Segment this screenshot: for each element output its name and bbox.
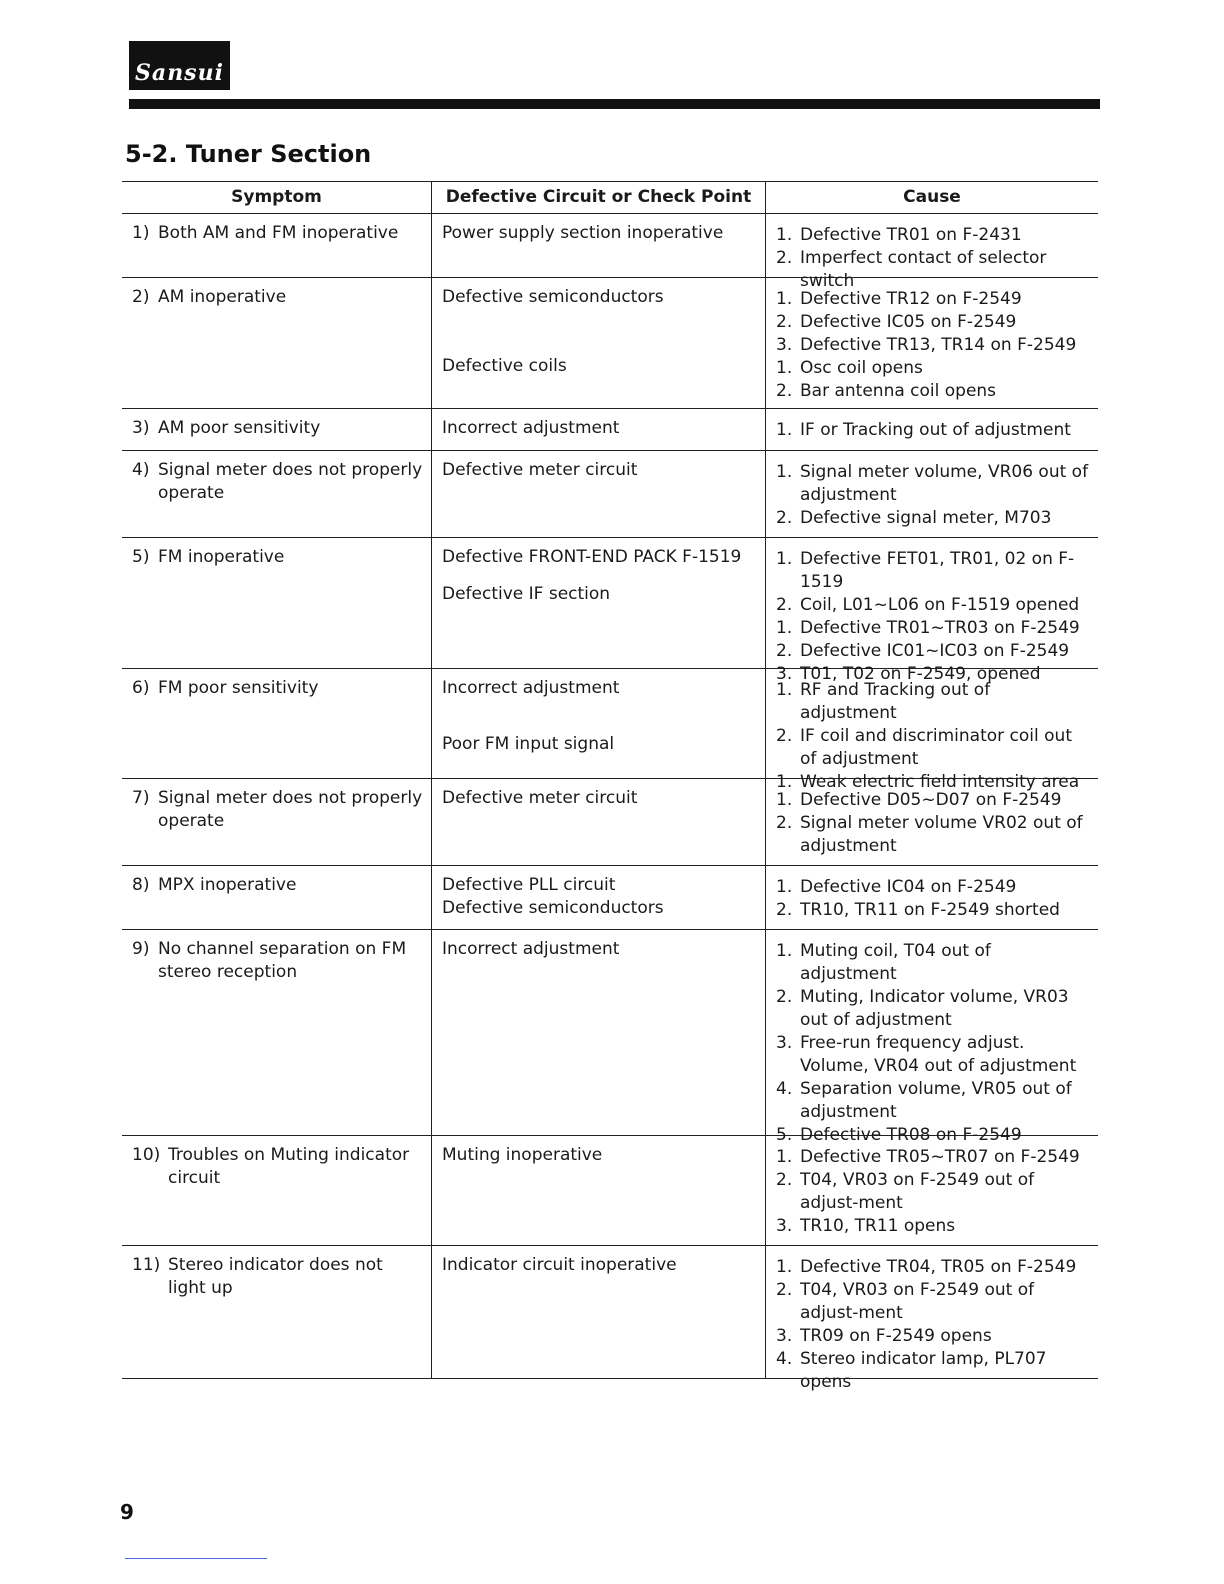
symptom-number: 3) (132, 418, 150, 438)
footer-link-line (125, 1558, 267, 1559)
cause-number: 2. (776, 813, 793, 833)
cause-item (776, 1348, 1090, 1394)
cause-text: IF or Tracking out of adjustment (800, 420, 1071, 440)
cause-text: TR10, TR11 on F-2549 shorted (800, 900, 1060, 920)
circuit-text: Defective semiconductors (442, 898, 664, 918)
cause-text: TR10, TR11 opens (800, 1216, 956, 1236)
cause-item (776, 640, 1090, 663)
table-row (122, 866, 1098, 930)
cause-item (776, 812, 1090, 858)
cause-text: IF coil and discriminator coil out of adjustment (800, 726, 1072, 769)
circuit-text: Incorrect adjustment (442, 939, 620, 959)
cause-text: Defective TR13, TR14 on F-2549 (800, 335, 1077, 355)
cause-item (776, 334, 1090, 357)
cause-cell (765, 451, 1098, 537)
symptom-text: MPX inoperative (158, 875, 297, 895)
symptom-text: Signal meter does not properly operate (158, 460, 423, 503)
cause-item (776, 357, 1090, 380)
cause-text: Osc coil opens (800, 358, 923, 378)
cause-number: 1. (776, 618, 793, 638)
circuit-cell (431, 1246, 765, 1378)
symptom (132, 1254, 423, 1300)
cause-item (776, 1215, 1090, 1238)
circuit-text: Defective IF section (442, 584, 611, 604)
cause-item (776, 986, 1090, 1032)
symptom (132, 222, 423, 245)
symptom-cell (122, 214, 431, 277)
cause-text: Stereo indicator lamp, PL707 opens (800, 1349, 1047, 1392)
cause-item (776, 594, 1090, 617)
symptom-text: FM poor sensitivity (158, 678, 319, 698)
cause-item (776, 548, 1090, 594)
table-row (122, 538, 1098, 684)
cause-item (776, 1146, 1090, 1169)
circuit-text: Incorrect adjustment (442, 678, 620, 698)
cause-text: Defective signal meter, M703 (800, 508, 1052, 528)
circuit-cell (431, 214, 765, 277)
cause-item (776, 1032, 1090, 1078)
table-row (122, 1136, 1098, 1246)
cause-item (776, 617, 1090, 640)
cause-number: 2. (776, 726, 793, 746)
header-rule (129, 99, 1100, 109)
table-row (122, 669, 1098, 792)
cause-text: Coil, L01~L06 on F-1519 opened (800, 595, 1080, 615)
symptom-number: 9) (132, 939, 150, 959)
header-symptom: Symptom (231, 187, 322, 207)
cause-item (776, 461, 1090, 507)
cause-number: 1. (776, 358, 793, 378)
cause-number: 3. (776, 664, 793, 684)
table-row (122, 214, 1098, 291)
cause-text: Defective TR01~TR03 on F-2549 (800, 618, 1080, 638)
cause-text: T04, VR03 on F-2549 out of adjust-ment (800, 1280, 1035, 1323)
cause-number: 1. (776, 772, 793, 792)
cause-text: Weak electric field intensity area (800, 772, 1080, 792)
circuit-cell (431, 538, 765, 668)
symptom-cell (122, 930, 431, 1135)
cause-cell (765, 930, 1098, 1145)
circuit-text: Power supply section inoperative (442, 223, 724, 243)
cause-item (776, 679, 1090, 725)
circuit-text: Defective meter circuit (442, 460, 638, 480)
symptom-cell (122, 1246, 431, 1378)
cause-cell (765, 1246, 1098, 1392)
cause-item (776, 288, 1090, 311)
section-title: 5-2. Tuner Section (125, 140, 372, 168)
cause-text: Free-run frequency adjust. Volume, VR04 out of adjustment (800, 1033, 1077, 1076)
circuit-cell (431, 409, 765, 450)
cause-text: Imperfect contact of selector switch (800, 248, 1047, 291)
symptom-text: FM inoperative (158, 547, 285, 567)
cause-text: Defective TR01 on F-2431 (800, 225, 1022, 245)
cause-number: 2. (776, 987, 793, 1007)
cause-number: 4. (776, 1079, 793, 1099)
circuit-cell (431, 451, 765, 537)
circuit-text: Incorrect adjustment (442, 418, 620, 438)
symptom-text: AM inoperative (158, 287, 287, 307)
symptom-text: AM poor sensitivity (158, 418, 321, 438)
cause-number: 2. (776, 381, 793, 401)
cause-item (776, 1256, 1090, 1279)
circuit-text: Defective FRONT-END PACK F-1519 (442, 547, 742, 567)
circuit-text: Poor FM input signal (442, 734, 615, 754)
cause-cell (765, 669, 1098, 792)
cause-number: 1. (776, 941, 793, 961)
circuit-cell (431, 866, 765, 929)
symptom-number: 5) (132, 547, 150, 567)
cause-item (776, 1325, 1090, 1348)
header-circuit: Defective Circuit or Check Point (431, 182, 765, 213)
cause-cell (765, 1136, 1098, 1245)
cause-item (776, 507, 1090, 530)
symptom (132, 459, 423, 505)
cause-number: 2. (776, 248, 793, 268)
cause-cell (765, 278, 1098, 408)
cause-number: 2. (776, 1280, 793, 1300)
cause-number: 1. (776, 680, 793, 700)
circuit-text: Indicator circuit inoperative (442, 1255, 677, 1275)
table-row (122, 409, 1098, 451)
cause-item (776, 789, 1090, 812)
symptom-cell (122, 409, 431, 450)
cause-text: Muting coil, T04 out of adjustment (800, 941, 991, 984)
cause-item (776, 899, 1090, 922)
table-row (122, 1246, 1098, 1392)
symptom-cell (122, 278, 431, 408)
cause-text: Separation volume, VR05 out of adjustment (800, 1079, 1072, 1122)
cause-item (776, 311, 1090, 334)
circuit-cell (431, 669, 765, 778)
cause-number: 2. (776, 595, 793, 615)
cause-number: 1. (776, 877, 793, 897)
cause-number: 1. (776, 225, 793, 245)
symptom-number: 10) (132, 1145, 161, 1165)
table-row (122, 930, 1098, 1145)
cause-text: Signal meter volume, VR06 out of adjustment (800, 462, 1089, 505)
cause-number: 4. (776, 1349, 793, 1369)
sansui-logo: Sansui (129, 41, 230, 90)
cause-item (776, 419, 1090, 442)
table-header-row (122, 181, 1098, 214)
symptom-text: No channel separation on FM stereo reception (158, 939, 407, 982)
cause-text: Defective TR08 on F-2549 (800, 1125, 1022, 1145)
circuit-cell (431, 930, 765, 1135)
symptom-number: 7) (132, 788, 150, 808)
troubleshooting-table (122, 181, 1098, 1392)
cause-text: Defective IC05 on F-2549 (800, 312, 1017, 332)
cause-item (776, 380, 1090, 403)
circuit-cell (431, 1136, 765, 1245)
symptom (132, 417, 423, 440)
symptom (132, 787, 423, 833)
cause-number: 3. (776, 1033, 793, 1053)
symptom (132, 874, 423, 897)
cause-number: 1. (776, 790, 793, 810)
table-row (122, 278, 1098, 409)
cause-cell (765, 214, 1098, 291)
cause-item (776, 224, 1090, 247)
cause-text: Defective IC01~IC03 on F-2549 (800, 641, 1070, 661)
symptom-cell (122, 779, 431, 865)
symptom-cell (122, 669, 431, 778)
symptom-number: 11) (132, 1255, 161, 1275)
symptom-number: 1) (132, 223, 150, 243)
cause-text: Defective TR05~TR07 on F-2549 (800, 1147, 1080, 1167)
cause-number: 3. (776, 335, 793, 355)
cause-number: 5. (776, 1125, 793, 1145)
circuit-text: Defective coils (442, 356, 567, 376)
cause-text: Muting, Indicator volume, VR03 out of adjustment (800, 987, 1069, 1030)
cause-cell (765, 866, 1098, 929)
symptom-number: 8) (132, 875, 150, 895)
cause-text: TR09 on F-2549 opens (800, 1326, 992, 1346)
symptom-number: 2) (132, 287, 150, 307)
symptom-number: 4) (132, 460, 150, 480)
symptom-text: Troubles on Muting indicator circuit (168, 1145, 410, 1188)
cause-text: Defective IC04 on F-2549 (800, 877, 1017, 897)
symptom (132, 286, 423, 309)
symptom (132, 938, 423, 984)
table-row (122, 779, 1098, 866)
cause-number: 1. (776, 549, 793, 569)
circuit-text: Muting inoperative (442, 1145, 603, 1165)
circuit-text: Defective semiconductors (442, 287, 664, 307)
cause-item (776, 940, 1090, 986)
circuit-text: Defective meter circuit (442, 788, 638, 808)
cause-number: 1. (776, 1147, 793, 1167)
cause-item (776, 1078, 1090, 1124)
cause-cell (765, 409, 1098, 450)
symptom-cell (122, 866, 431, 929)
cause-number: 1. (776, 420, 793, 440)
symptom-number: 6) (132, 678, 150, 698)
cause-cell (765, 779, 1098, 865)
circuit-cell (431, 779, 765, 865)
symptom-cell (122, 1136, 431, 1245)
cause-number: 2. (776, 312, 793, 332)
cause-number: 2. (776, 641, 793, 661)
cause-number: 1. (776, 462, 793, 482)
cause-number: 2. (776, 900, 793, 920)
cause-text: T01, T02 on F-2549, opened (800, 664, 1041, 684)
cause-text: T04, VR03 on F-2549 out of adjust-ment (800, 1170, 1035, 1213)
symptom-text: Signal meter does not properly operate (158, 788, 423, 831)
cause-text: Defective TR12 on F-2549 (800, 289, 1022, 309)
cause-text: Defective TR04, TR05 on F-2549 (800, 1257, 1077, 1277)
symptom (132, 1144, 423, 1190)
cause-number: 1. (776, 289, 793, 309)
page-number: 9 (120, 1500, 134, 1524)
table-row (122, 451, 1098, 538)
symptom-cell (122, 451, 431, 537)
cause-cell (765, 538, 1098, 684)
symptom (132, 546, 423, 569)
cause-text: RF and Tracking out of adjustment (800, 680, 991, 723)
cause-item (776, 1279, 1090, 1325)
circuit-cell (431, 278, 765, 408)
cause-text: Defective FET01, TR01, 02 on F-1519 (800, 549, 1075, 592)
circuit-text: Defective PLL circuit (442, 875, 616, 895)
header-cause: Cause (765, 182, 1098, 213)
symptom-text: Both AM and FM inoperative (158, 223, 399, 243)
symptom-text: Stereo indicator does not light up (168, 1255, 383, 1298)
cause-text: Defective D05~D07 on F-2549 (800, 790, 1062, 810)
cause-item (776, 876, 1090, 899)
cause-item (776, 1169, 1090, 1215)
symptom-cell (122, 538, 431, 668)
cause-text: Signal meter volume VR02 out of adjustment (800, 813, 1083, 856)
cause-item (776, 725, 1090, 771)
symptom (132, 677, 423, 700)
cause-number: 2. (776, 1170, 793, 1190)
cause-text: Bar antenna coil opens (800, 381, 997, 401)
cause-number: 2. (776, 508, 793, 528)
cause-number: 3. (776, 1216, 793, 1236)
cause-number: 1. (776, 1257, 793, 1277)
cause-number: 3. (776, 1326, 793, 1346)
